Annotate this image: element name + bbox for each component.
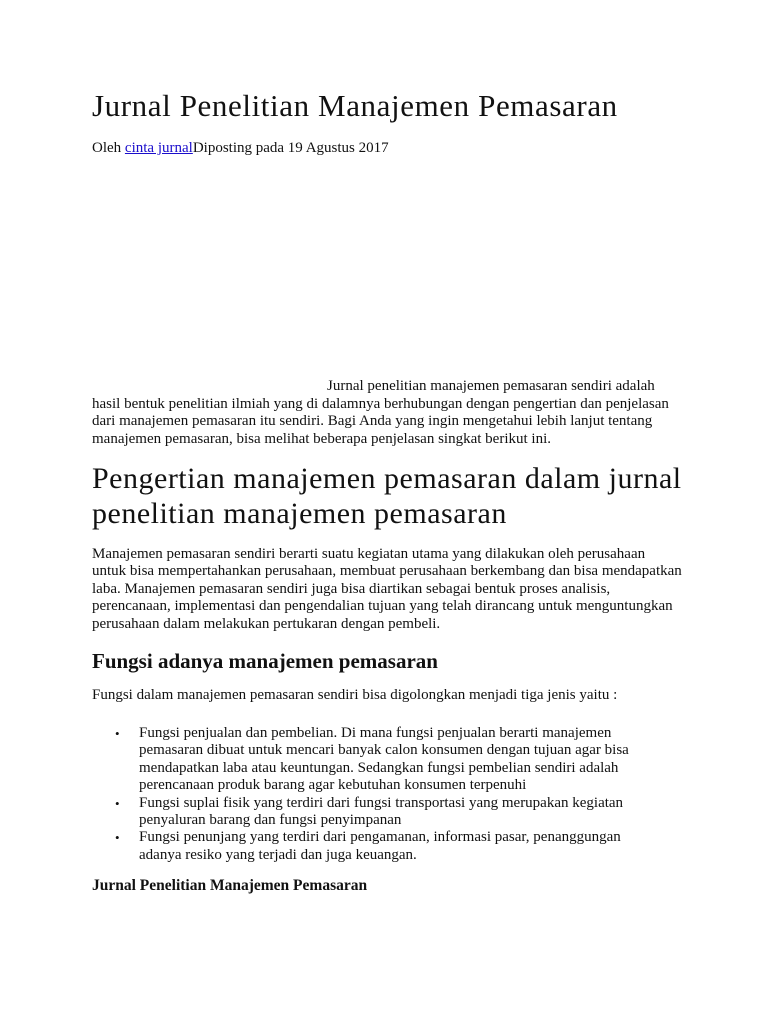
list-item-text: Fungsi suplai fisik yang terdiri dari fungsi transportasi yang merupakan kegiatan penyaluran barang dan fungsi penyimpanan [139,794,624,829]
list-item [92,725,652,795]
bullet-icon: • [115,726,120,741]
intro-paragraph: Jurnal penelitian manajemen pemasaran sendiri adalah hasil bentuk penelitian ilmiah yang di dalamnya berhubungan dengan pengertian dan penjelasan dari manajemen pemasaran itu sendiri. Bagi Anda yang ingin mengetahui lebih lanjut tentang manajemen pemasaran, bisa melihat beberapa penjelasan singkat berikut ini. [92,378,669,447]
posted-date: Diposting pada 19 Agustus 2017 [192,140,389,156]
fungsi-heading: Fungsi adanya manajemen pemasaran [92,649,438,673]
fungsi-intro: Fungsi dalam manajemen pemasaran sendiri bisa digolongkan menjadi tiga jenis yaitu : [92,687,618,703]
list-item [92,829,652,864]
byline [92,139,389,157]
byline-prefix: Oleh [92,140,125,156]
footer-heading: Jurnal Penelitian Manajemen Pemasaran [92,877,368,894]
author-link[interactable]: cinta jurnal [124,140,193,156]
bullet-icon: • [115,795,120,811]
section-heading: Pengertian manajemen pemasaran dalam jurnal penelitian manajemen pemasaran [92,462,682,530]
list-item-text: Fungsi penjualan dan pembelian. Di mana fungsi penjualan berarti manajemen pemasaran dibuat untuk mencari banyak calon konsumen dengan tujuan agar bisa mendapatkan laba atau keuntungan. Sedangkan fungsi pembelian sendiri adalah perencanaan produk barang agar kebutuhan konsumen terpenuhi [139,725,629,794]
bullet-icon: • [115,830,120,846]
page-title: Jurnal Penelitian Manajemen Pemasaran [92,88,618,123]
list-item-text: Fungsi penunjang yang terdiri dari pengamanan, informasi pasar, penanggungan adanya resiko yang terjadi dan juga keuangan. [139,829,621,863]
list-item [92,795,652,830]
section-paragraph: Manajemen pemasaran sendiri berarti suatu kegiatan utama yang dilakukan oleh perusahaan untuk bisa mempertahankan perusahaan, membuat perusahaan berkembang dan bisa mendapatkan laba. Manajemen pemasaran sendiri juga bisa diartikan sebagai bentuk proses analisis, perencanaan, implementasi dan pengendalian tujuan yang telah dirancang untuk menguntungkan perusahaan dalam melakukan pertukaran dengan pembeli. [92,546,682,632]
fungsi-list [92,725,652,864]
